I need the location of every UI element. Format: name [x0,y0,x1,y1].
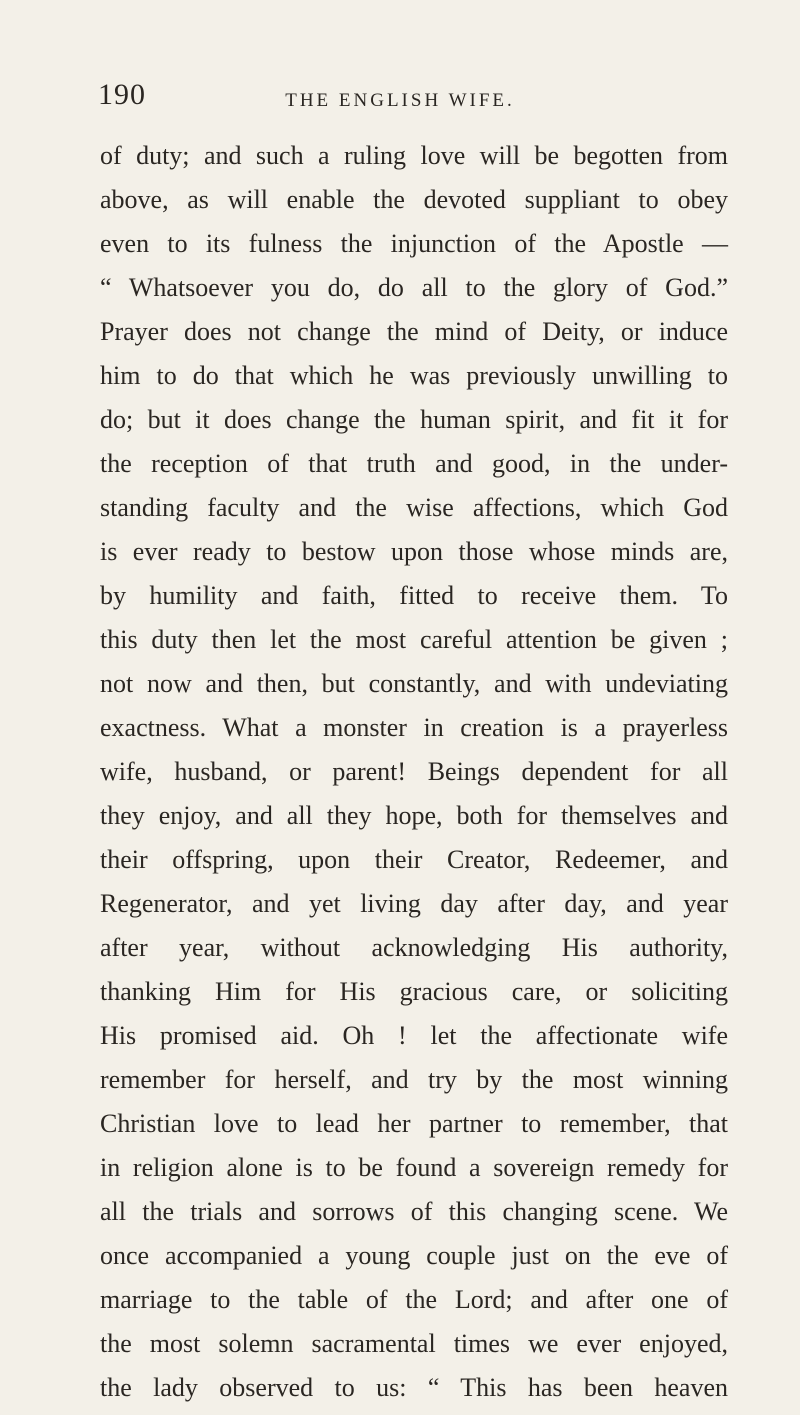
text-line: this duty then let the most careful attention be given ; [100,625,728,654]
text-line: exactness. What a monster in creation is a prayerless [100,713,728,742]
text-line: Regenerator, and yet living day after day, and year [100,889,728,918]
text-line: His promised aid. Oh ! let the affectionate wife [100,1021,728,1050]
text-line: do; but it does change the human spirit, and fit it for [100,405,728,434]
running-head: THE ENGLISH WIFE. [285,90,515,111]
text-line: Christian love to lead her partner to remember, that [100,1109,728,1138]
text-line: all the trials and sorrows of this changing scene. We [100,1197,728,1226]
text-line: “ Whatsoever you do, do all to the glory of God.” [100,273,728,302]
text-line: standing faculty and the wise affections, which God [100,493,728,522]
text-line: the most solemn sacramental times we ever enjoyed, [100,1329,728,1358]
text-line: in religion alone is to be found a sovereign remedy for [100,1153,728,1182]
text-line: remember for herself, and try by the most winning [100,1065,728,1094]
body-text [100,134,728,1410]
text-line: wife, husband, or parent! Beings dependent for all [100,757,728,786]
text-line: they enjoy, and all they hope, both for themselves and [100,801,728,830]
page-number: 190 [98,78,146,111]
text-line: even to its fulness the injunction of the Apostle — [100,229,728,258]
text-line: is ever ready to bestow upon those whose minds are, [100,537,728,566]
text-line: above, as will enable the devoted suppliant to obey [100,185,728,214]
text-line: thanking Him for His gracious care, or soliciting [100,977,728,1006]
text-line: by humility and faith, fitted to receive them. To [100,581,728,610]
text-line: once accompanied a young couple just on the eve of [100,1241,728,1270]
text-line: of duty; and such a ruling love will be begotten from [100,141,728,170]
text-line: marriage to the table of the Lord; and after one of [100,1285,728,1314]
text-line: not now and then, but constantly, and with undeviating [100,669,728,698]
text-line: Prayer does not change the mind of Deity, or induce [100,317,728,346]
text-line: after year, without acknowledging His authority, [100,933,728,962]
text-line: their offspring, upon their Creator, Redeemer, and [100,845,728,874]
text-line: him to do that which he was previously unwilling to [100,361,728,390]
text-line: the lady observed to us: “ This has been heaven [100,1373,728,1402]
text-line: the reception of that truth and good, in the under- [100,449,728,478]
